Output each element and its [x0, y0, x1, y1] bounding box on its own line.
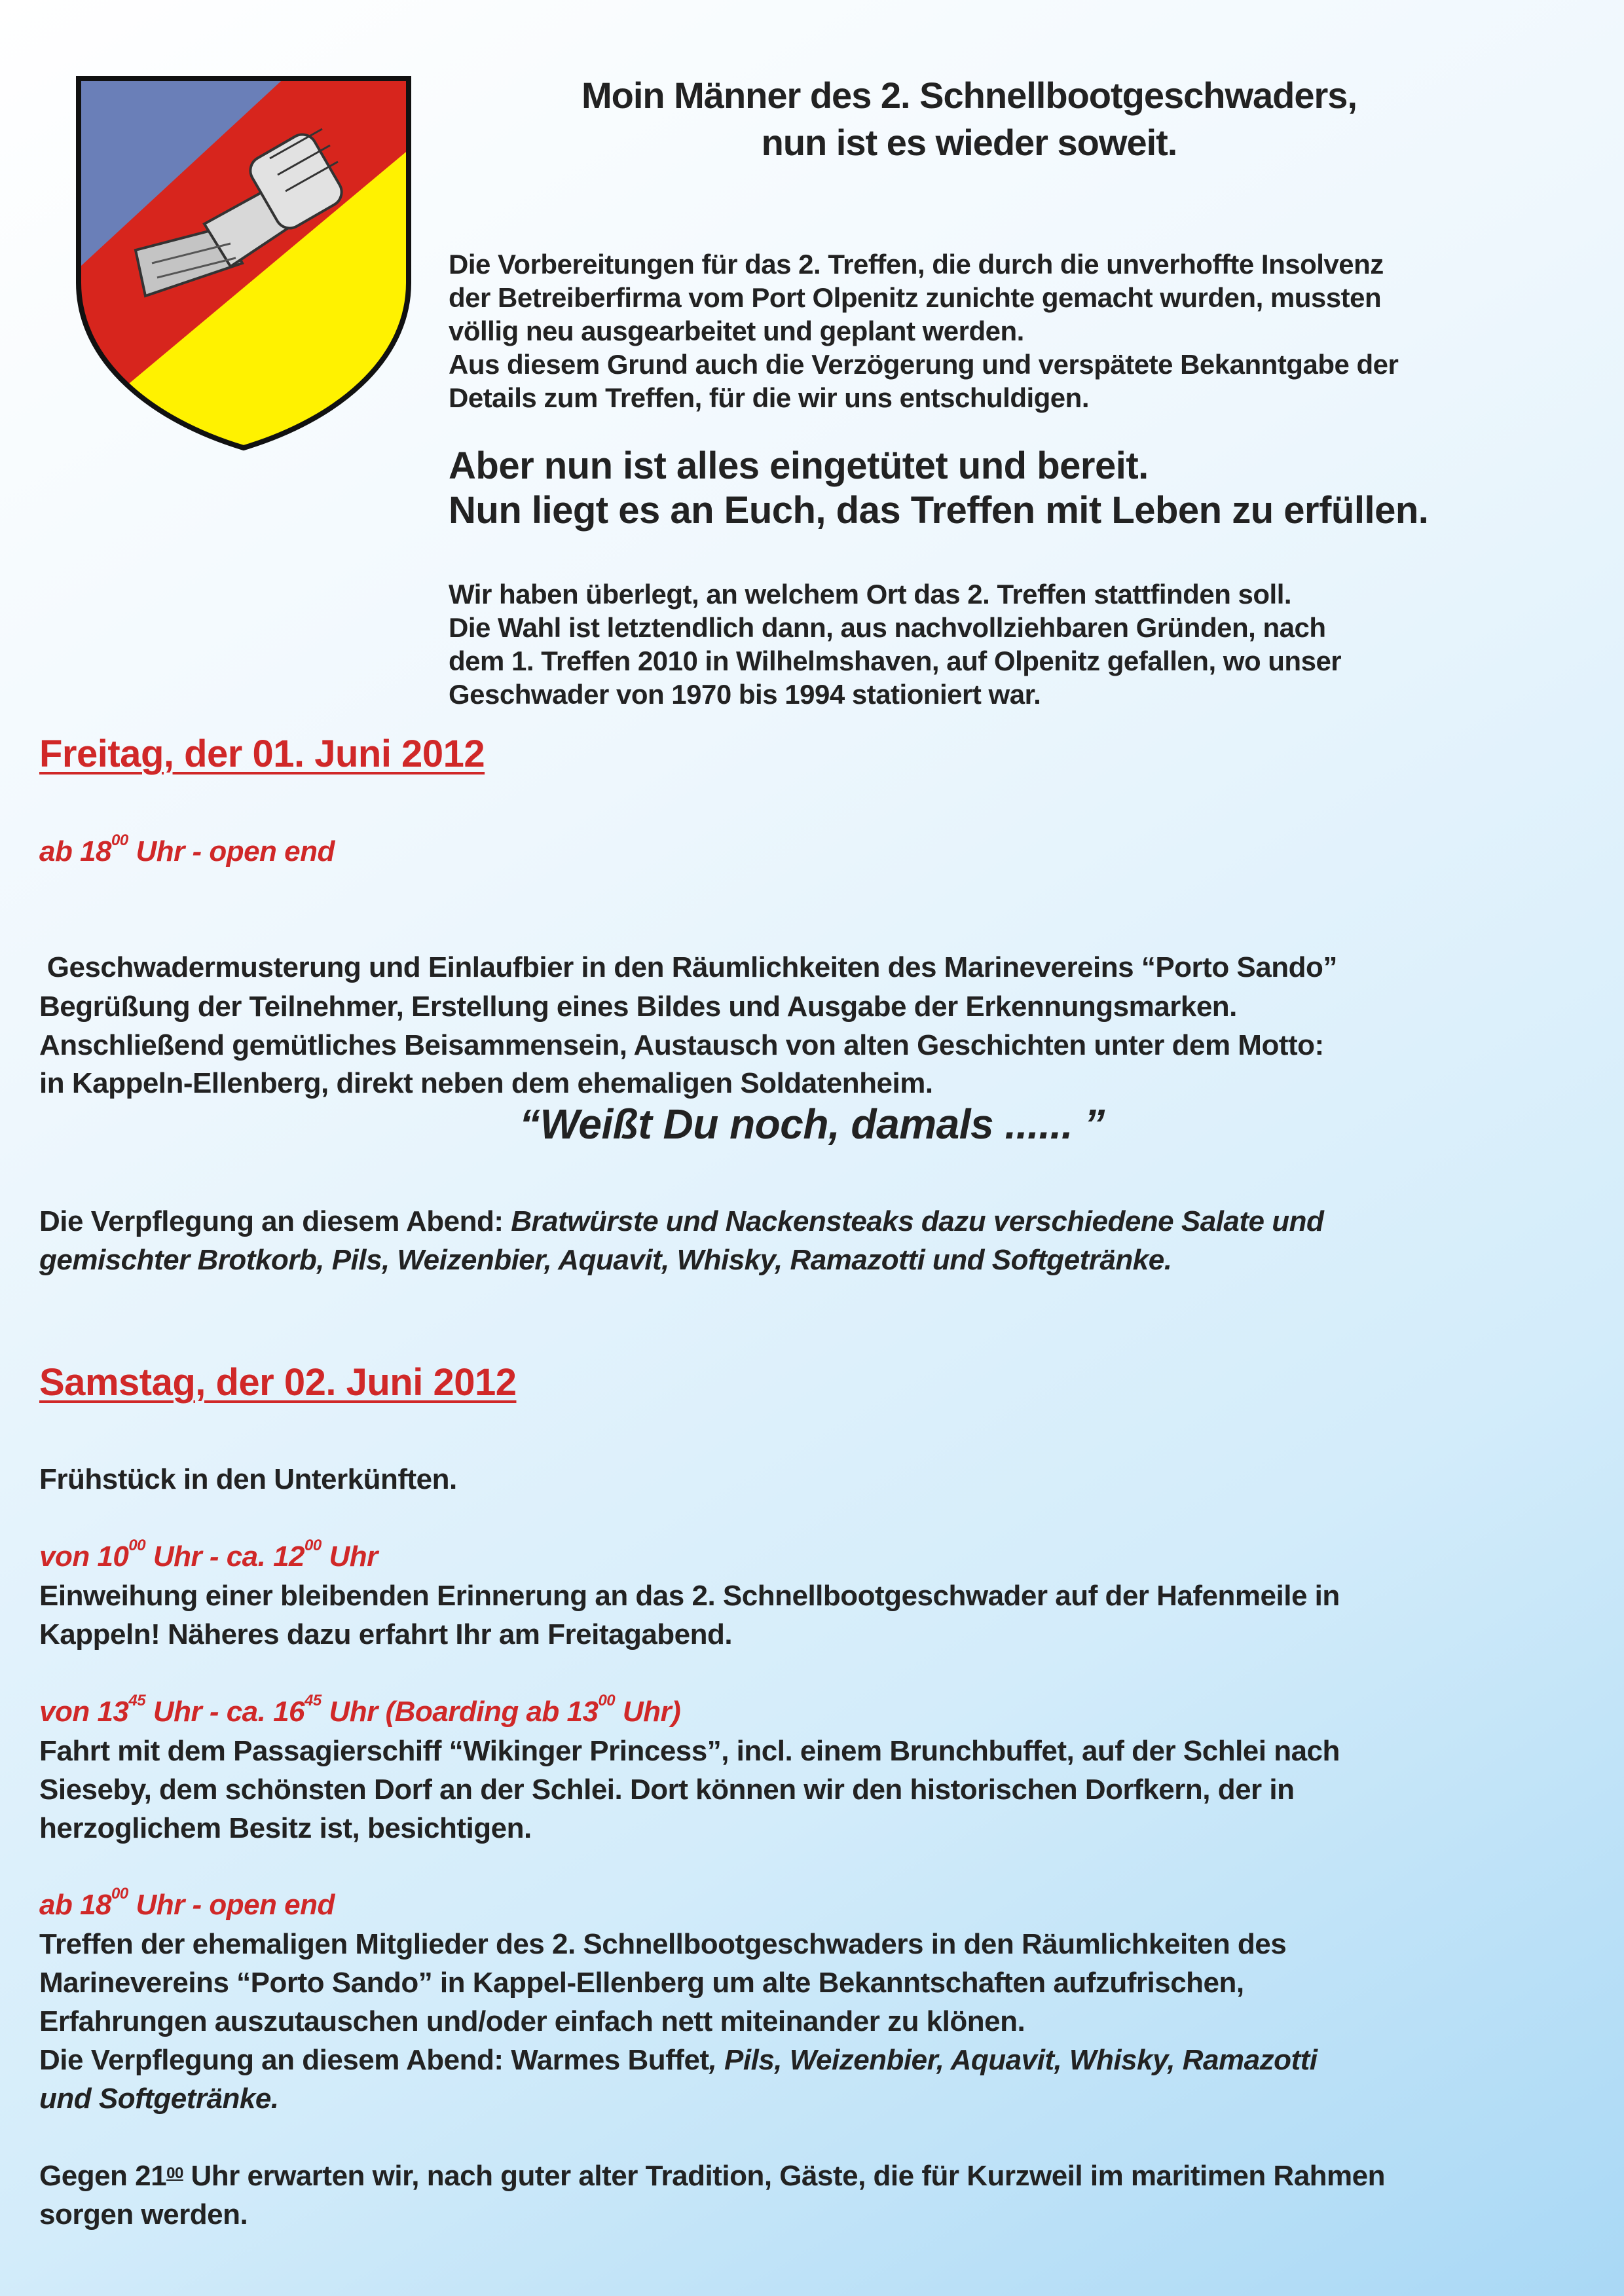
intro-line: dem 1. Treffen 2010 in Wilhelmshaven, auf Olpenitz gefallen, wo unser	[449, 646, 1342, 676]
friday-time-1: ab $18^{00}$ Uhr - open end	[39, 831, 335, 867]
food-line: Die Verpflegung an diesem Abend: Warmes Buffet, Pils, Weizenbier, Aquavit, Whisky, Ramazotti	[39, 2044, 1318, 2076]
intro-line: der Betreiberfirma vom Port Olpenitz zunichte gemacht wurden, mussten	[449, 282, 1382, 313]
page-title	[452, 72, 1486, 166]
intro-line: Die Vorbereitungen für das 2. Treffen, die durch die unverhoffte Insolvenz	[449, 249, 1384, 280]
saturday-text-1	[39, 1576, 1611, 1654]
highlight-line: Nun liegt es an Euch, das Treffen mit Leben zu erfüllen.	[449, 489, 1429, 532]
intro-paragraph-3	[449, 577, 1595, 711]
coat-of-arms	[73, 73, 414, 453]
motto-quote: “Weißt Du noch, damals ...... ”	[519, 1101, 1105, 1148]
body-line: Sieseby, dem schönsten Dorf an der Schlei. Dort können wir den historischen Dorfkern, der in	[39, 1774, 1295, 1806]
body-line: Anschließend gemütliches Beisammensein, Austausch von alten Geschichten unter dem Motto:	[39, 1029, 1324, 1061]
intro-line: Geschwader von 1970 bis 1994 stationiert war.	[449, 679, 1041, 710]
closing-line: Gegen $21^{00}$ Uhr erwarten wir, nach guter alter Tradition, Gäste, die für Kurzweil im maritimen Rahmen	[39, 2160, 1386, 2192]
title-line-1: Moin Männer des 2. Schnellbootgeschwaders,	[581, 75, 1357, 116]
highlight-line: Aber nun ist alles eingetütet und bereit.	[449, 445, 1149, 487]
saturday-time-2: von $13^{45}$ Uhr - ca. $16^{45}$ Uhr (Boarding ab $13^{00}$ Uhr)	[39, 1692, 681, 1728]
body-line: Fahrt mit dem Passagierschiff “Wikinger Princess”, incl. einem Brunchbuffet, auf der Schlei nach	[39, 1735, 1340, 1767]
body-line: Kappeln! Näheres dazu erfahrt Ihr am Freitagabend.	[39, 1618, 733, 1650]
body-line: Geschwadermusterung und Einlaufbier in den Räumlichkeiten des Marinevereins “Porto Sando”	[39, 951, 1337, 983]
food-line: und Softgetränke.	[39, 2083, 279, 2115]
friday-text-2	[39, 987, 1598, 1065]
body-line: in Kappeln-Ellenberg, direkt neben dem ehemaligen Soldatenheim.	[39, 1067, 933, 1099]
intro-line: Details zum Treffen, für die wir uns entschuldigen.	[449, 382, 1089, 413]
friday-heading: Freitag, der 01. Juni 2012	[39, 733, 485, 775]
saturday-text-3	[39, 1925, 1611, 2118]
title-line-2: nun ist es wieder soweit.	[761, 122, 1177, 163]
saturday-heading: Samstag, der 02. Juni 2012	[39, 1361, 517, 1404]
saturday-text-2	[39, 1732, 1611, 1848]
intro-line: Die Wahl ist letztendlich dann, aus nachvollziehbaren Gründen, nach	[449, 612, 1326, 643]
intro-line: Aus diesem Grund auch die Verzögerung und verspätete Bekanntgabe der	[449, 349, 1399, 380]
food-line: Die Verpflegung an diesem Abend: Bratwürste und Nackensteaks dazu verschiedene Salate und	[39, 1205, 1324, 1237]
saturday-time-1: von $10^{00}$ Uhr - ca. $12^{00}$ Uhr	[39, 1537, 378, 1573]
intro-line: völlig neu ausgearbeitet und geplant werden.	[449, 316, 1024, 346]
food-line: gemischter Brotkorb, Pils, Weizenbier, Aquavit, Whisky, Ramazotti und Softgetränke.	[39, 1244, 1172, 1276]
saturday-time-3: ab $18^{00}$ Uhr - open end	[39, 1885, 335, 1921]
saturday-closing	[39, 2157, 1611, 2234]
closing-line: sorgen werden.	[39, 2198, 248, 2231]
body-line: Marinevereins “Porto Sando” in Kappel-Ellenberg um alte Bekanntschaften aufzufrischen,	[39, 1967, 1244, 1999]
intro-highlight	[449, 444, 1595, 533]
body-line: Erfahrungen auszutauschen und/oder einfach nett miteinander zu klönen.	[39, 2005, 1025, 2037]
intro-line: Wir haben überlegt, an welchem Ort das 2. Treffen stattfinden soll.	[449, 579, 1292, 610]
intro-paragraph-1	[449, 247, 1595, 414]
friday-food	[39, 1202, 1611, 1279]
body-line: Begrüßung der Teilnehmer, Erstellung eines Bildes und Ausgabe der Erkennungsmarken.	[39, 991, 1237, 1023]
body-line: Einweihung einer bleibenden Erinnerung an das 2. Schnellbootgeschwader auf der Hafenmeile in	[39, 1580, 1340, 1612]
saturday-breakfast: Frühstück in den Unterkünften.	[39, 1463, 457, 1495]
body-line: Treffen der ehemaligen Mitglieder des 2. Schnellbootgeschwaders in den Räumlichkeiten des	[39, 1928, 1287, 1960]
body-line: herzoglichem Besitz ist, besichtigen.	[39, 1812, 532, 1844]
